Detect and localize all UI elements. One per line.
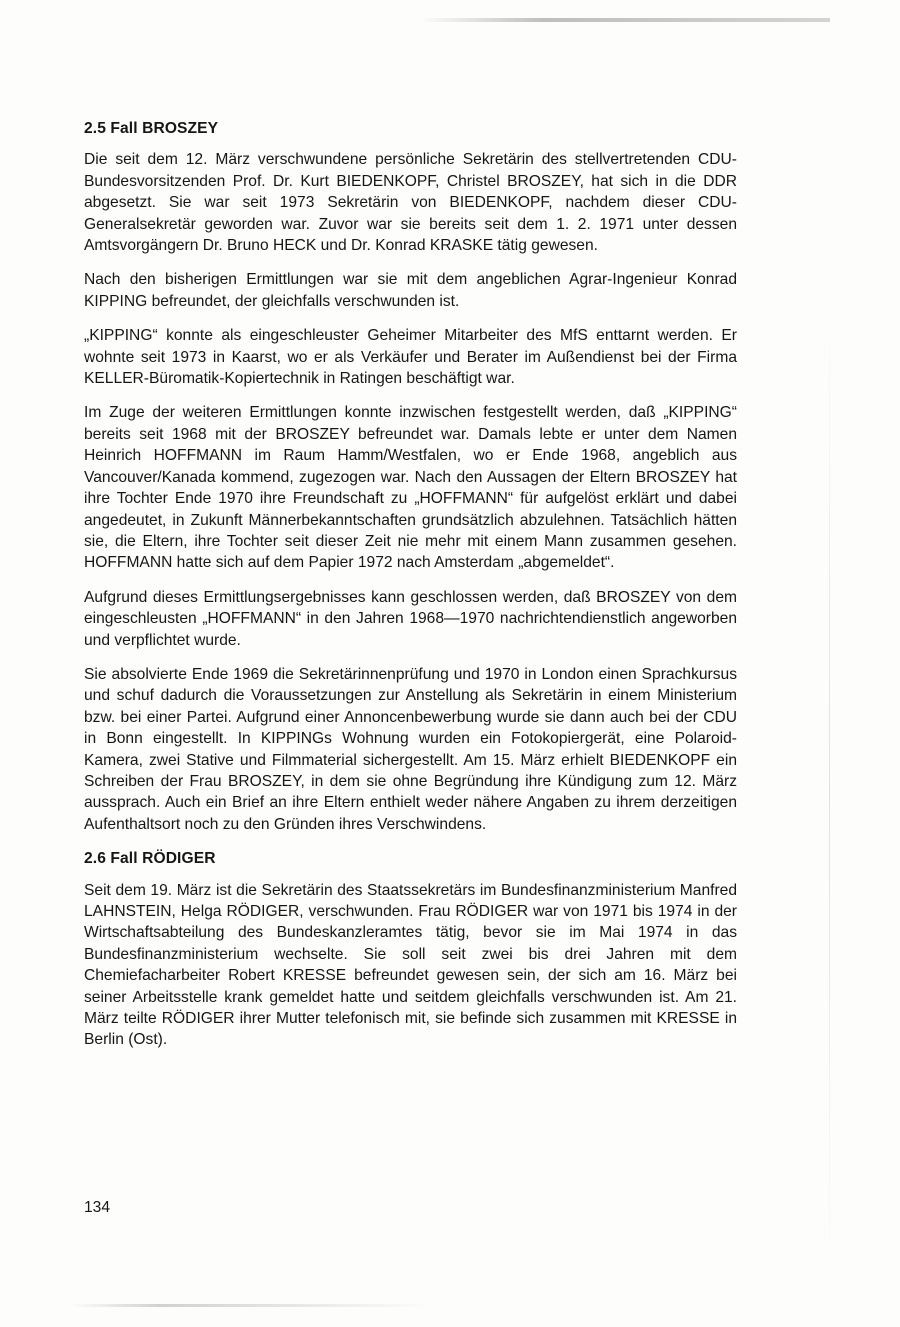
scan-artifact-top <box>420 18 830 22</box>
section-broszey <box>84 118 737 835</box>
paragraph: „KIPPING“ konnte als eingeschleuster Geheimer Mitarbeiter des MfS enttarnt werden. Er wohnte seit 1973 in Kaarst, wo er als Verkäufer und Berater im Außendienst bei der Firma KELLER-Büromatik-Kopiertechnik in Ratingen beschäftigt war. <box>84 327 737 388</box>
page-content <box>84 118 737 1064</box>
section-roediger <box>84 848 737 1051</box>
paragraph: Die seit dem 12. März verschwundene persönliche Sekretärin des stellvertretenden CDU-Bundesvorsitzenden Prof. Dr. Kurt BIEDENKOPF, Christel BROSZEY, hat sich in die DDR abgesetzt. Sie war seit 1973 Sekretärin von BIEDENKOPF, nachdem dieser CDU-Generalsekretär geworden war. Zuvor war sie bereits seit dem 1. 2. 1971 unter dessen Amtsvorgängern Dr. Bruno HECK und Dr. Konrad KRASKE tätig gewesen. <box>84 151 737 255</box>
page-number: 134 <box>84 1199 111 1216</box>
section-heading: 2.6 Fall RÖDIGER <box>84 850 216 868</box>
paragraph: Aufgrund dieses Ermittlungsergebnisses kann geschlossen werden, daß BROSZEY von dem eingeschleusten „HOFFMANN“ in den Jahren 1968—1970 nachrichtendienstlich angeworben und verpflichtet wurde. <box>84 588 737 649</box>
paragraph: Nach den bisherigen Ermittlungen war sie mit dem angeblichen Agrar-Ingenieur Konrad KIPPING befreundet, der gleichfalls verschwunden ist. <box>84 271 737 310</box>
section-heading: 2.5 Fall BROSZEY <box>84 120 219 137</box>
scan-artifact-bottom <box>70 1304 430 1307</box>
scan-artifact-edge <box>829 300 830 1280</box>
paragraph: Im Zuge der weiteren Ermittlungen konnte inzwischen festgestellt werden, daß „KIPPING“ bereits seit 1968 mit der BROSZEY befreundet war. Damals lebte er unter dem Namen Heinrich HOFFMANN im Raum Hamm/Westfalen, wo er Ende 1968, angeblich aus Vancouver/Kanada kommend, zugezogen war. Nach den Aussagen der Eltern BROSZEY hat ihre Tochter Ende 1970 ihre Freundschaft zu „HOFFMANN“ für aufgelöst erklärt und dabei angedeutet, in Zukunft Männerbekanntschaften grundsätzlich abzulehnen. Tatsächlich hätten sie, die Eltern, ihre Tochter seit dieser Zeit nie mehr mit einem Mann zusammen gesehen. HOFFMANN hatte sich auf dem Papier 1972 nach Amsterdam „abgemeldet“. <box>84 404 737 572</box>
paragraph: Seit dem 19. März ist die Sekretärin des Staatssekretärs im Bundesfinanzministerium Manfred LAHNSTEIN, Helga RÖDIGER, verschwunden. Frau RÖDIGER war von 1971 bis 1974 in der Wirtschaftsabteilung des Bundeskanzleramtes tätig, bevor sie im Mai 1974 in das Bundesfinanzministerium wechselte. Sie soll seit zwei bis drei Jahren mit dem Chemiefacharbeiter Robert KRESSE befreundet gewesen sein, der sich am 16. März bei seiner Arbeitsstelle krank gemeldet hatte und seitdem gleichfalls verschwunden ist. Am 21. März teilte RÖDIGER ihrer Mutter telefonisch mit, sie befinde sich zusammen mit KRESSE in Berlin (Ost). <box>84 881 737 1049</box>
paragraph: Sie absolvierte Ende 1969 die Sekretärinnenprüfung und 1970 in London einen Sprachkursus und schuf dadurch die Voraussetzungen zur Anstellung als Sekretärin in einem Ministerium bzw. bei einer Partei. Aufgrund einer Annoncenbewerbung wurde sie dann auch bei der CDU in Bonn eingestellt. In KIPPINGs Wohnung wurden ein Fotokopiergerät, eine Polaroid-Kamera, zwei Stative und Filmmaterial sichergestellt. Am 15. März erhielt BIEDENKOPF ein Schreiben der Frau BROSZEY, in dem sie ohne Begründung ihre Kündigung zum 12. März aussprach. Auch ein Brief an ihre Eltern enthielt weder nähere Angaben zu ihrem derzeitigen Aufenthaltsort noch zu den Gründen ihres Verschwindens. <box>84 665 737 833</box>
